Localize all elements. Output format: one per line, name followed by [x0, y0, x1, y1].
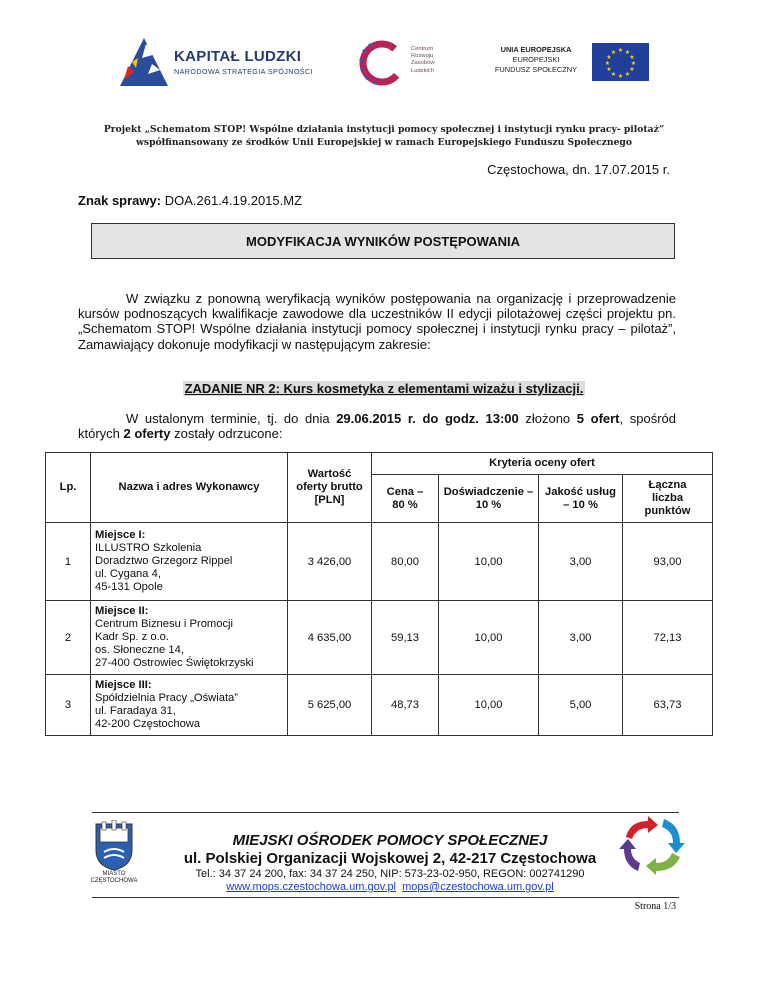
- org-name: MIEJSKI OŚRODEK POMOCY SPOŁECZNEJ: [232, 832, 548, 849]
- price-score: 48,73: [372, 675, 439, 736]
- project-header: Projekt „Schematom STOP! Wspólne działania instytucji pomocy społecznej i instytucji rynku pracy- pilotaż” współfinansowany ze środków Unii Europejskiej w ramach Europejskiego Funduszu Społecznego: [103, 124, 665, 148]
- row-lp: 1: [46, 523, 91, 601]
- contractor-name: Miejsce I: ILLUSTRO Szkolenia Doradztwo Grzegorz Rippel ul. Cygana 4, 45-131 Opole: [91, 523, 288, 601]
- svg-text:★: ★: [604, 60, 611, 67]
- svg-text:★: ★: [624, 71, 631, 78]
- table-row: [46, 601, 713, 675]
- case-number: DOA.261.4.19.2015.MZ: [164, 193, 303, 208]
- svg-text:★: ★: [617, 73, 624, 80]
- contractor-name: Miejsce III: Spółdzielnia Pracy „Oświata” ul. Faradaya 31, 42-200 Częstochowa: [91, 675, 288, 736]
- svg-text:★: ★: [629, 54, 635, 61]
- offer-value: 5 625,00: [288, 675, 372, 736]
- mops-arrows-logo-icon: [618, 815, 688, 875]
- crzl-text: Centrum Rozwoju Zasobów Ludzkich: [411, 46, 435, 74]
- case-reference: [78, 193, 302, 208]
- total-score: 63,73: [623, 675, 713, 736]
- row-lp: 2: [46, 601, 91, 675]
- footer-top-rule: [92, 812, 679, 813]
- svg-text:★: ★: [606, 54, 612, 61]
- price-score: 59,13: [372, 601, 439, 675]
- svg-text:★: ★: [610, 71, 617, 78]
- svg-text:★: ★: [629, 66, 635, 73]
- table-row: [46, 675, 713, 736]
- eu-flag-icon: [592, 43, 649, 81]
- email-link[interactable]: mops@czestochowa.um.gov.pl: [402, 881, 554, 893]
- kl-title: KAPITAŁ LUDZKI: [174, 48, 302, 65]
- svg-text:★: ★: [624, 49, 631, 56]
- results-table: [45, 452, 713, 736]
- experience-score: 10,00: [439, 523, 539, 601]
- offers-paragraph: W ustalonym terminie, tj. do dnia 29.06.2015 r. do godz. 13:00 złożono 5 ofert, spośród których 2 oferty zostały odrzucone:: [78, 411, 676, 442]
- header-total: Łączna liczba punktów: [623, 475, 713, 523]
- header-lp: Lp.: [46, 453, 91, 523]
- svg-text:★: ★: [606, 66, 612, 73]
- header-value: Wartość oferty brutto [PLN]: [288, 453, 372, 523]
- kapital-ludzki-logo: [118, 36, 328, 88]
- footer-bottom-rule: [92, 897, 679, 898]
- website-link[interactable]: www.mops.czestochowa.um.gov.pl: [226, 881, 397, 893]
- kapital-ludzki-emblem-icon: [118, 36, 170, 88]
- offer-value: 3 426,00: [288, 523, 372, 601]
- header-quality: Jakość usług – 10 %: [539, 475, 623, 523]
- header-experience: Doświadczenie – 10 %: [439, 475, 539, 523]
- crzl-logo: [355, 40, 465, 86]
- document-title: MODYFIKACJA WYNIKÓW POSTĘPOWANIA: [91, 223, 675, 259]
- offer-value: 4 635,00: [288, 601, 372, 675]
- intro-paragraph: W związku z ponowną weryfikacją wyników postępowania na organizację i przeprowadzenie kursów podnoszących kwalifikacje zawodowe dla uczestników II edycji pilotażowej części projektu pn. „Schematom STOP! Wspólne działania instytucji pomocy społecznej i instytucji rynku pracy – pilotaż”, Zamawiający dokonuje modyfikacji w następującym zakresie:: [78, 291, 676, 352]
- price-score: 80,00: [372, 523, 439, 601]
- quality-score: 3,00: [539, 523, 623, 601]
- org-address: ul. Polskiej Organizacji Wojskowej 2, 42-217 Częstochowa: [183, 850, 597, 867]
- svg-text:★: ★: [617, 47, 624, 54]
- org-links: [160, 881, 620, 893]
- table-row: [46, 523, 713, 601]
- quality-score: 3,00: [539, 601, 623, 675]
- eu-text: UNIA EUROPEJSKA EUROPEJSKI FUNDUSZ SPOŁECZNY: [494, 45, 578, 74]
- total-score: 72,13: [623, 601, 713, 675]
- header-price: Cena – 80 %: [372, 475, 439, 523]
- kl-subtitle: NARODOWA STRATEGIA SPÓJNOŚCI: [174, 67, 313, 76]
- crzl-emblem-icon: [355, 40, 409, 86]
- header-name: Nazwa i adres Wykonawcy: [91, 453, 288, 523]
- header-criteria: Kryteria oceny ofert: [372, 453, 713, 475]
- case-label: Znak sprawy:: [78, 193, 162, 208]
- svg-text:★: ★: [630, 60, 637, 67]
- svg-text:★: ★: [610, 49, 617, 56]
- date-line: Częstochowa, dn. 17.07.2015 r.: [487, 162, 670, 177]
- crest-label: MIASTO CZĘSTOCHOWA: [90, 871, 138, 884]
- quality-score: 5,00: [539, 675, 623, 736]
- experience-score: 10,00: [439, 675, 539, 736]
- total-score: 93,00: [623, 523, 713, 601]
- page-number: Strona 1/3: [634, 901, 676, 912]
- org-contact: Tel.: 34 37 24 200, fax: 34 37 24 250, NIP: 573-23-02-950, REGON: 002741290: [195, 868, 585, 880]
- experience-score: 10,00: [439, 601, 539, 675]
- row-lp: 3: [46, 675, 91, 736]
- contractor-name: Miejsce II: Centrum Biznesu i Promocji Kadr Sp. z o.o. os. Słoneczne 14, 27-400 Ostrowiec Świętokrzyski: [91, 601, 288, 675]
- task-heading: ZADANIE NR 2: Kurs kosmetyka z elementami wizażu i stylizacji.: [184, 381, 584, 396]
